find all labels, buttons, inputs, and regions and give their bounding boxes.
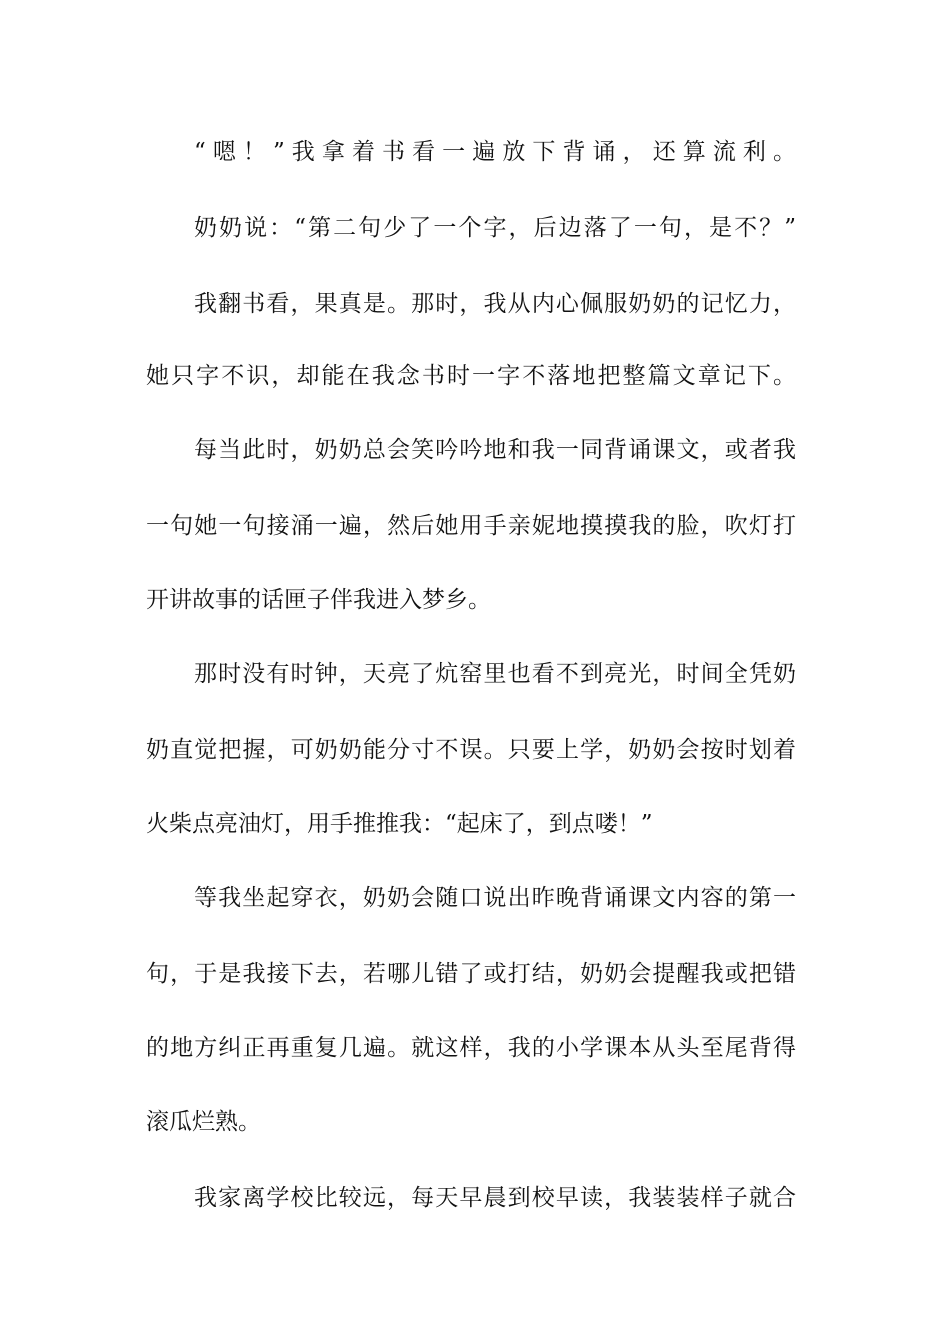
text-line-3: 我翻书看，果真是。那时，我从内心佩服奶奶的记忆力， xyxy=(194,291,796,317)
text-line-11: 等我坐起穿衣，奶奶会随口说出昨晚背诵课文内容的第一 xyxy=(194,885,796,911)
text-line-14: 滚瓜烂熟。 xyxy=(146,1109,261,1135)
text-line-2: 奶奶说：“第二句少了一个字，后边落了一句，是不？” xyxy=(194,215,796,241)
text-line-12: 句，于是我接下去，若哪儿错了或打结，奶奶会提醒我或把错 xyxy=(146,961,796,987)
text-line-8: 那时没有时钟，天亮了炕窑里也看不到亮光，时间全凭奶 xyxy=(194,661,796,687)
text-line-5: 每当此时，奶奶总会笑吟吟地和我一同背诵课文，或者我 xyxy=(194,437,796,463)
text-line-4: 她只字不识，却能在我念书时一字不落地把整篇文章记下。 xyxy=(146,363,796,389)
text-line-6: 一句她一句接涌一遍，然后她用手亲妮地摸摸我的脸，吹灯打 xyxy=(146,513,796,539)
text-line-1: “嗯！”我拿着书看一遍放下背诵，还算流利。 xyxy=(194,139,796,165)
text-line-15: 我家离学校比较远，每天早晨到校早读，我装装样子就合 xyxy=(194,1185,796,1211)
text-line-13: 的地方纠正再重复几遍。就这样，我的小学课本从头至尾背得 xyxy=(146,1035,796,1061)
text-line-7: 开讲故事的话匣子伴我进入梦乡。 xyxy=(146,587,491,613)
text-line-10: 火柴点亮油灯，用手推推我：“起床了，到点喽！” xyxy=(146,811,653,837)
text-line-9: 奶直觉把握，可奶奶能分寸不误。只要上学，奶奶会按时划着 xyxy=(146,737,796,763)
